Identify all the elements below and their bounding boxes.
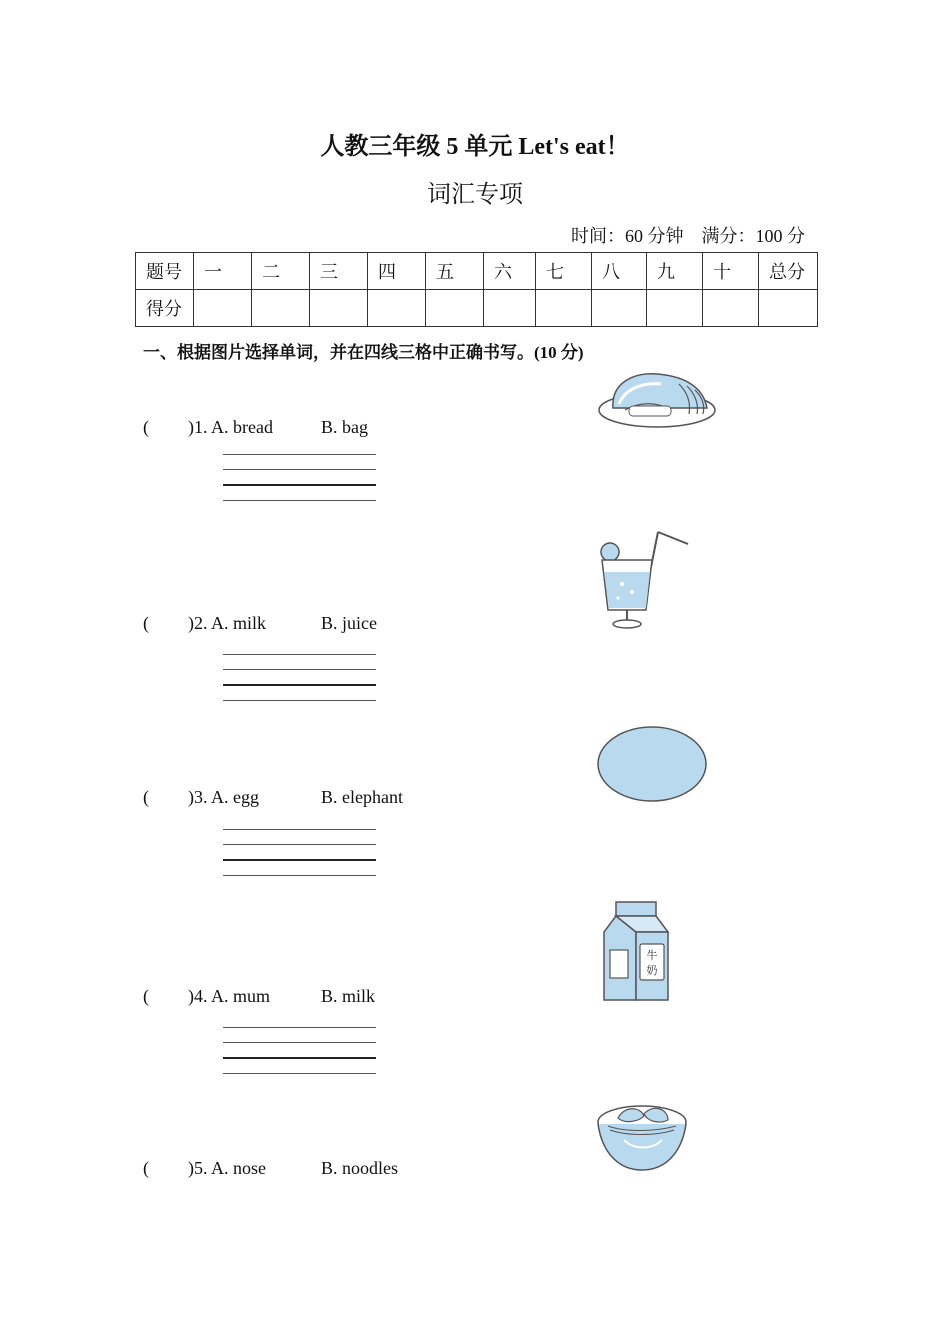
score-table <box>135 252 818 327</box>
score-cell[interactable] <box>252 290 310 327</box>
question-1 <box>143 417 368 438</box>
score-table-score-row <box>136 290 818 327</box>
option-a: )1. A. bread <box>188 417 273 437</box>
table-cell: 三 <box>310 253 368 290</box>
writing-lines[interactable] <box>223 829 376 879</box>
table-cell: 得分 <box>136 290 194 327</box>
score-cell[interactable] <box>484 290 536 327</box>
noodles-image <box>594 1100 690 1176</box>
option-b: B. elephant <box>321 787 403 807</box>
time-score-info: 时间：60 分钟 满分：100 分 <box>571 226 805 246</box>
table-cell: 二 <box>252 253 310 290</box>
table-cell: 一 <box>194 253 252 290</box>
answer-bracket[interactable]: ( <box>143 986 149 1006</box>
option-a: )2. A. milk <box>188 613 267 633</box>
score-cell[interactable] <box>368 290 426 327</box>
question-3 <box>143 787 403 808</box>
score-cell[interactable] <box>592 290 647 327</box>
question-2 <box>143 613 377 634</box>
milk-label-char: 奶 <box>646 964 658 977</box>
question-4 <box>143 986 375 1007</box>
option-b: B. milk <box>321 986 376 1006</box>
table-cell: 五 <box>426 253 484 290</box>
score-cell[interactable] <box>759 290 818 327</box>
writing-lines[interactable] <box>223 1027 376 1077</box>
option-a: )4. A. mum <box>188 986 271 1006</box>
table-cell: 八 <box>592 253 647 290</box>
milk-label-char: 牛 <box>646 949 658 962</box>
writing-lines[interactable] <box>223 454 376 504</box>
score-cell[interactable] <box>194 290 252 327</box>
option-b: B. noodles <box>321 1158 399 1178</box>
milk-carton-image <box>598 898 674 1004</box>
score-cell[interactable] <box>536 290 592 327</box>
table-cell: 总分 <box>759 253 818 290</box>
egg-image <box>594 724 710 804</box>
table-cell: 九 <box>647 253 703 290</box>
table-cell: 四 <box>368 253 426 290</box>
juice-image <box>592 528 692 630</box>
score-cell[interactable] <box>703 290 759 327</box>
score-cell[interactable] <box>310 290 368 327</box>
section-heading: 一、根据图片选择单词，并在四线三格中正确书写。(10 分) <box>143 343 584 362</box>
answer-bracket[interactable]: ( <box>143 787 149 807</box>
score-table-header-row <box>136 253 818 290</box>
option-a: )5. A. nose <box>188 1158 266 1178</box>
answer-bracket[interactable]: ( <box>143 1158 149 1178</box>
page-title: 人教三年级 5 单元 Let's eat！ <box>320 134 630 160</box>
answer-bracket[interactable]: ( <box>143 417 149 437</box>
table-cell: 十 <box>703 253 759 290</box>
answer-bracket[interactable]: ( <box>143 613 149 633</box>
table-cell: 六 <box>484 253 536 290</box>
writing-lines[interactable] <box>223 654 376 704</box>
table-cell: 题号 <box>136 253 194 290</box>
score-cell[interactable] <box>426 290 484 327</box>
option-b: B. bag <box>321 417 368 437</box>
table-cell: 七 <box>536 253 592 290</box>
bread-image <box>595 368 720 432</box>
score-cell[interactable] <box>647 290 703 327</box>
question-5 <box>143 1158 398 1179</box>
option-b: B. juice <box>321 613 377 633</box>
option-a: )3. A. egg <box>188 787 259 807</box>
page-subtitle: 词汇专项 <box>427 182 523 208</box>
